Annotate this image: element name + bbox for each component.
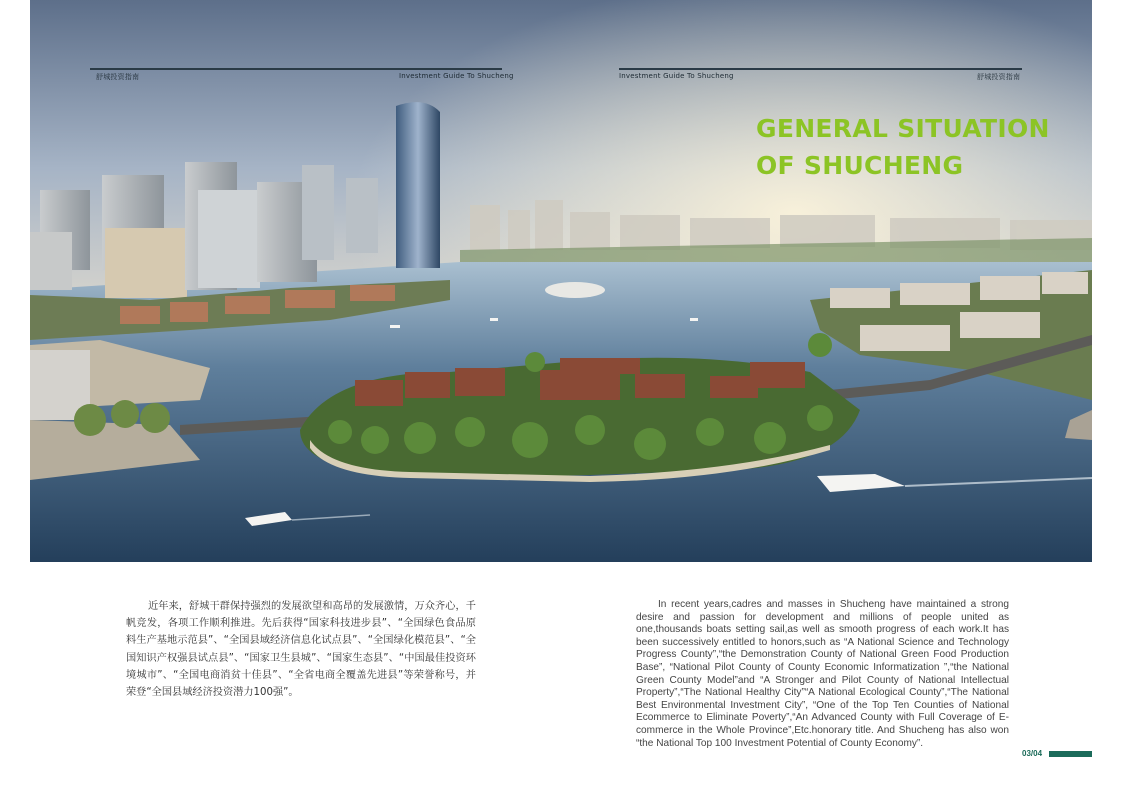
page-title [756, 110, 1050, 184]
header-left-cn: 舒城投资指南 [96, 73, 140, 81]
header-right-cn: 舒城投资指南 [977, 73, 1021, 81]
header-rule-right [619, 68, 1022, 70]
body-text-en: In recent years,cadres and masses in Shucheng have maintained a strong desire and passion for development and millions of people united as one,thousands boats setting sail,as well as smooth progress of each work.It has been successively entitled to honors,such as “A National Science and Technology Progress County”,“the Demonstration County of National Green Food Production Base”, “National Pilot County of County Economic Informatization ”,“the National Green County Model”and “A Stronger and Pilot County of National Intellectual Property”,“The National Healthy City”“A National Ecological County”,“The National Best Environmental Investment City”, “One of the Top Ten Counties of National Ecommerce to Eliminate Poverty”,“An Advanced County with Full Coverage of E-commerce in the Whole Province”,Etc.honorary title. And Shucheng has also won “the National Top 100 Investment Potential of County Economy”. [636, 599, 1009, 749]
hero-image [30, 0, 1092, 562]
page-number: 03/04 [1022, 749, 1043, 758]
page-number-bar [1049, 751, 1092, 757]
header-left-en: Investment Guide To Shucheng [399, 72, 514, 80]
page-title-line1: GENERAL SITUATION [756, 114, 1050, 143]
body-text-cn: 近年来，舒城干群保持强烈的发展欲望和高昂的发展激情，万众齐心，千帆竞发，各项工作顺利推进。先后获得“国家科技进步县”、“全国绿色食品原料生产基地示范县”、“全国县域经济信息化试点县”、“全国绿化模范县”、“全国知识产权强县试点县”、“国家卫生县城”、“国家生态县”、“中国最佳投资环境城市”、“全国电商消贫十佳县”、“全省电商全覆盖先进县”等荣誉称号，并荣登“全国县域经济投资潜力100强”。 [126, 601, 476, 699]
header-right-en: Investment Guide To Shucheng [619, 72, 734, 80]
page-title-line2: OF SHUCHENG [756, 151, 964, 180]
header-rule-left [90, 68, 502, 70]
